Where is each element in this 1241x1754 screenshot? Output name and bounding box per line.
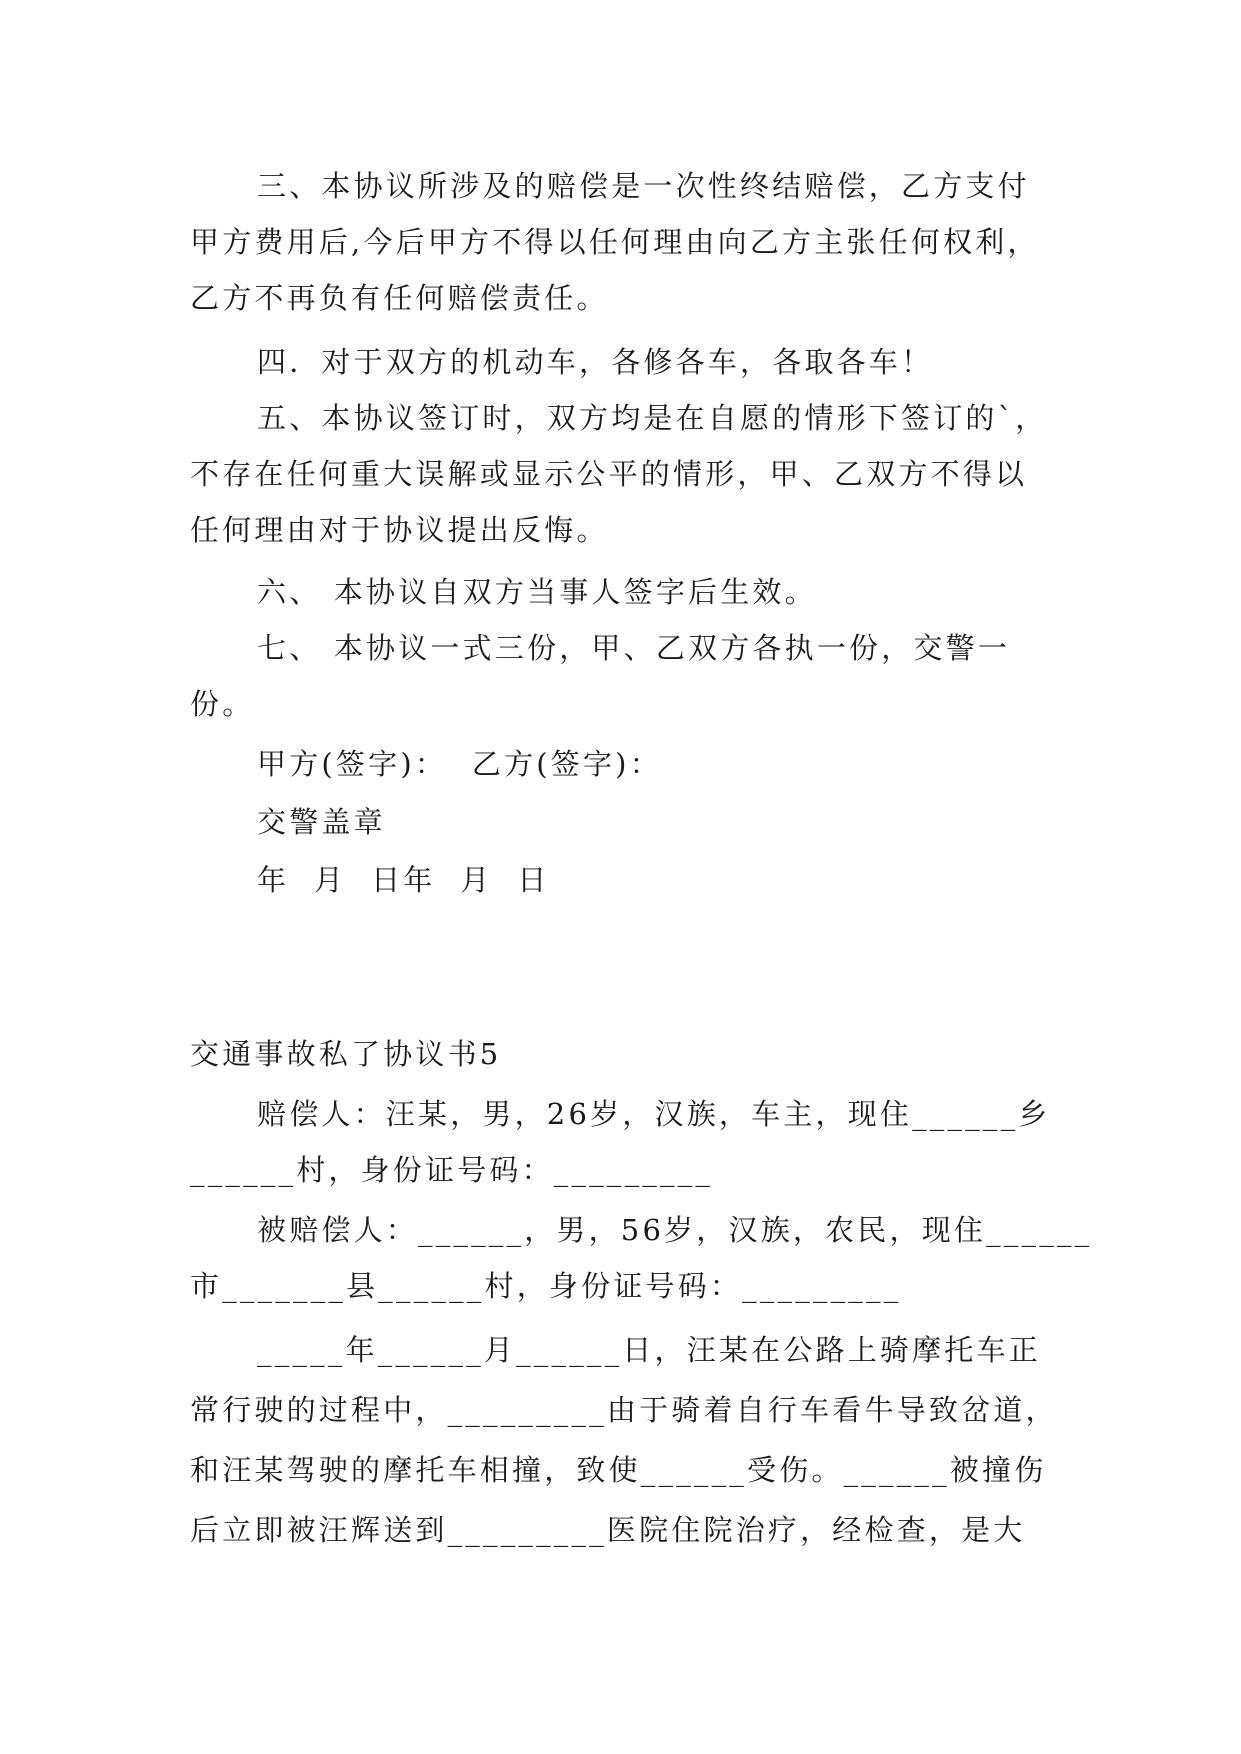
incident-line-1: _____年______月______日，汪某在公路上骑摩托车正 <box>257 1333 1041 1367</box>
clause-3-line-3: 乙方不再负有任何赔偿责任。 <box>190 281 609 315</box>
clause-5-line-3: 任何理由对于协议提出反悔。 <box>190 513 609 547</box>
compensator-line-1: 赔偿人：汪某，男，26岁，汉族，车主，现住______乡 <box>257 1097 1051 1131</box>
incident-line-4: 后立即被汪辉送到_________医院住院治疗，经检查，是大 <box>190 1513 1026 1547</box>
clause-3-line-1: 三、本协议所涉及的赔偿是一次性终结赔偿，乙方支付 <box>257 169 1030 203</box>
police-seal-line: 交警盖章 <box>257 805 386 839</box>
clause-5-line-2: 不存在任何重大误解或显示公平的情形，甲、乙双方不得以 <box>190 457 1028 491</box>
incident-line-3: 和汪某驾驶的摩托车相撞，致使______受伤。______被撞伤 <box>190 1453 1047 1487</box>
signature-line: 甲方(签字)： 乙方(签字)： <box>257 747 662 781</box>
compensated-line-2: 市_______县______村，身份证号码：_________ <box>190 1269 902 1303</box>
clause-4-line-1: 四．对于双方的机动车，各修各车，各取各车！ <box>257 345 934 379</box>
clause-6-line-1: 六、 本协议自双方当事人签字后生效。 <box>257 575 817 609</box>
compensator-line-2: ______村，身份证号码：_________ <box>190 1153 714 1187</box>
clause-7-line-2: 份。 <box>190 687 255 721</box>
date-line: 年 月 日年 月 日 <box>257 863 550 897</box>
incident-line-2: 常行驶的过程中，_________由于骑着自行车看牛导致岔道， <box>190 1393 1058 1427</box>
compensated-line-1: 被赔偿人：______，男，56岁，汉族，农民，现住______ <box>257 1213 1093 1247</box>
clause-7-line-1: 七、 本协议一式三份，甲、乙双方各执一份，交警一 <box>257 631 1011 665</box>
clause-3-line-2: 甲方费用后,今后甲方不得以任何理由向乙方主张任何权利， <box>190 225 1040 259</box>
section-title: 交通事故私了协议书5 <box>190 1037 502 1071</box>
clause-5-line-1: 五、本协议签订时，双方均是在自愿的情形下签订的`， <box>257 401 1048 435</box>
